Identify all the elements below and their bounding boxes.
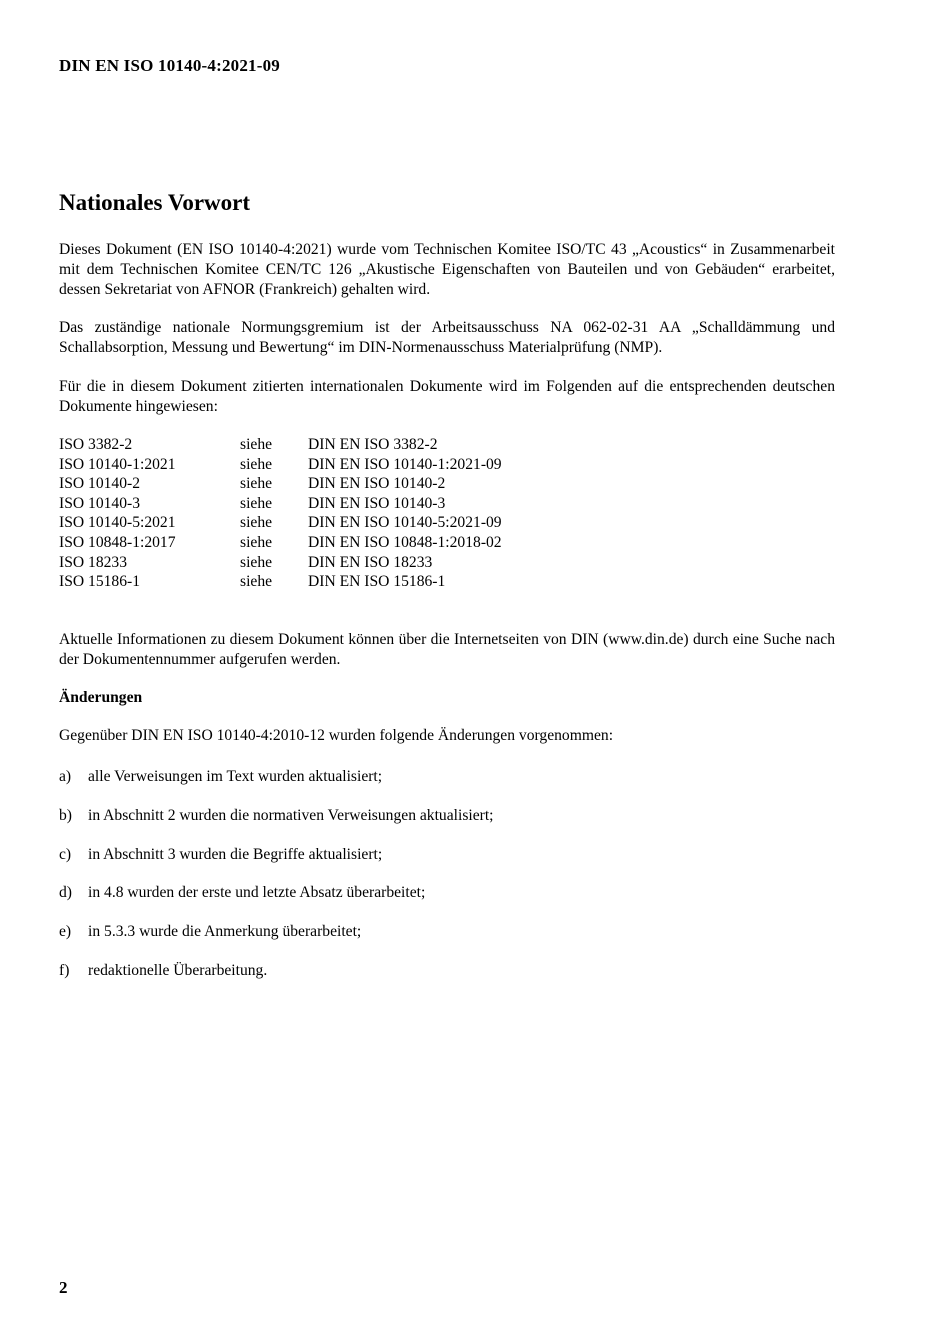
list-marker: a)	[59, 768, 72, 785]
list-item-text: in Abschnitt 2 wurden die normativen Verweisungen aktualisiert;	[88, 806, 494, 824]
din-reference: DIN EN ISO 10140-3	[308, 494, 446, 512]
list-item-text: in 5.3.3 wurde die Anmerkung überarbeitet;	[88, 923, 362, 941]
list-item	[59, 922, 494, 961]
iso-reference: ISO 3382-2	[59, 436, 133, 453]
list-item-text: alle Verweisungen im Text wurden aktualisiert;	[88, 768, 383, 785]
see-label: siehe	[240, 475, 273, 493]
table-row	[59, 572, 502, 592]
see-label: siehe	[240, 494, 273, 512]
table-row	[59, 455, 502, 475]
iso-reference: ISO 10140-5:2021	[59, 514, 176, 532]
table-row	[59, 435, 502, 455]
paragraph-current-info: Aktuelle Informationen zu diesem Dokument können über die Internetseiten von DIN (www.din.de) durch eine Suche nach der Dokumentennummer aufgerufen werden.	[59, 631, 835, 668]
see-label: siehe	[240, 436, 273, 453]
see-label: siehe	[240, 573, 273, 591]
list-marker: f)	[59, 961, 70, 979]
iso-reference: ISO 10848-1:2017	[59, 533, 176, 551]
iso-reference: ISO 10140-1:2021	[59, 455, 176, 473]
table-row	[59, 513, 502, 533]
paragraph-committee: Dieses Dokument (EN ISO 10140-4:2021) wurde vom Technischen Komitee ISO/TC 43 „Acoustics“ in Zusammenarbeit mit dem Technischen Komitee CEN/TC 126 „Akustische Eigenschaften von Bauteilen und von Gebäuden“ erarbeitet, dessen Sekretariat von AFNOR (Frankreich) gehalten wird.	[59, 241, 835, 298]
din-reference: DIN EN ISO 10140-5:2021-09	[308, 514, 502, 532]
references-table	[59, 435, 502, 592]
din-reference: DIN EN ISO 10848-1:2018-02	[308, 533, 502, 551]
document-id-header: DIN EN ISO 10140-4:2021-09	[59, 56, 281, 75]
see-label: siehe	[240, 533, 273, 551]
din-reference: DIN EN ISO 3382-2	[308, 436, 438, 453]
list-marker: c)	[59, 845, 72, 863]
table-row	[59, 494, 502, 514]
paragraph-national-body: Das zuständige nationale Normungsgremium ist der Arbeitsausschuss NA 062-02-31 AA „Schalldämmung und Schallabsorption, Messung und Bewertung“ im DIN-Normenausschuss Materialprüfung (NMP).	[59, 319, 835, 356]
changes-list	[59, 767, 494, 1000]
din-reference: DIN EN ISO 10140-1:2021-09	[308, 455, 502, 473]
table-row	[59, 474, 502, 494]
list-item	[59, 767, 494, 806]
list-item	[59, 883, 494, 922]
list-marker: e)	[59, 923, 72, 941]
page-number: 2	[59, 1278, 68, 1297]
list-marker: b)	[59, 806, 72, 824]
changes-heading: Änderungen	[59, 689, 143, 706]
din-reference: DIN EN ISO 18233	[308, 553, 433, 571]
list-item	[59, 806, 494, 845]
list-item-text: redaktionelle Überarbeitung.	[88, 961, 268, 979]
list-item-text: in Abschnitt 3 wurden die Begriffe aktualisiert;	[88, 845, 383, 863]
changes-intro: Gegenüber DIN EN ISO 10140-4:2010-12 wurden folgende Änderungen vorgenommen:	[59, 727, 614, 744]
list-item	[59, 845, 494, 884]
see-label: siehe	[240, 553, 273, 571]
table-row	[59, 553, 502, 573]
list-marker: d)	[59, 884, 72, 902]
page-title: Nationales Vorwort	[59, 190, 251, 215]
iso-reference: ISO 18233	[59, 553, 128, 571]
table-row	[59, 533, 502, 553]
din-reference: DIN EN ISO 10140-2	[308, 475, 446, 493]
iso-reference: ISO 10140-3	[59, 494, 140, 512]
iso-reference: ISO 10140-2	[59, 475, 140, 493]
din-reference: DIN EN ISO 15186-1	[308, 573, 446, 591]
list-item-text: in 4.8 wurden der erste und letzte Absatz überarbeitet;	[88, 884, 426, 902]
list-item	[59, 961, 494, 1000]
iso-reference: ISO 15186-1	[59, 573, 140, 591]
see-label: siehe	[240, 514, 273, 532]
see-label: siehe	[240, 455, 273, 473]
paragraph-references-intro: Für die in diesem Dokument zitierten internationalen Dokumente wird im Folgenden auf die entsprechenden deutschen Dokumente hingewiesen:	[59, 378, 835, 415]
